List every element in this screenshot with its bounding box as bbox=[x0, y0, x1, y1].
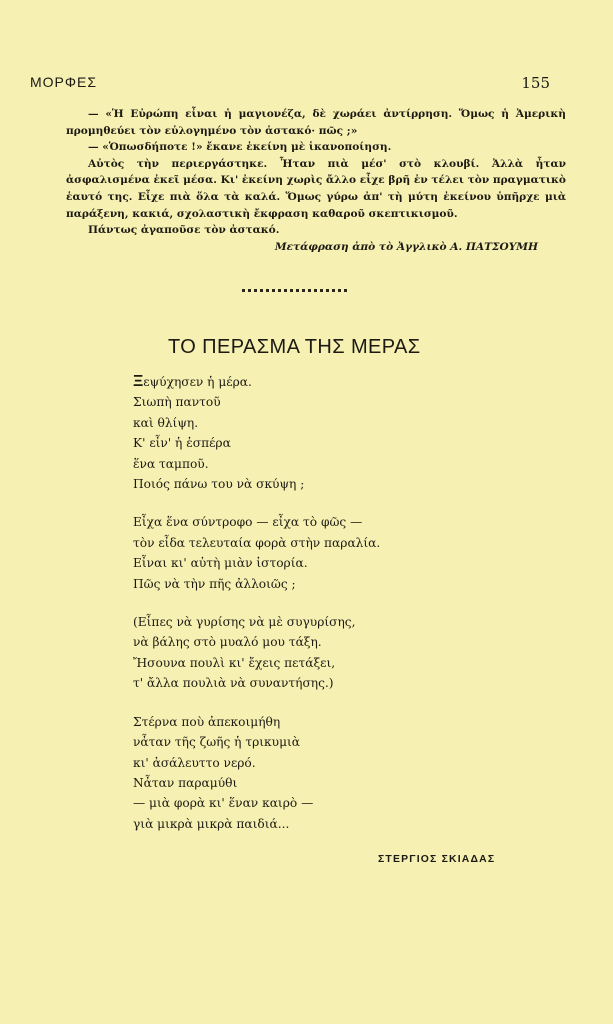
poem-author: ΣΤΕΡΓΙΟΣ ΣΚΙΑΔΑΣ bbox=[378, 854, 496, 865]
poem-line: Νἆταν παραμύθι bbox=[133, 775, 238, 790]
poem-line: Εἶναι κι' αὐτὴ μιὰν ἱστορία. bbox=[133, 556, 308, 571]
poem-line: Ξεψύχησεν ἡ μέρα. bbox=[133, 373, 252, 390]
poem-line: τ' ἄλλα πουλιὰ νὰ συναντήσης.) bbox=[133, 676, 334, 691]
poem-line: κι' ἀσάλευττο νερό. bbox=[133, 755, 256, 770]
running-head bbox=[30, 74, 550, 94]
prose-paragraph: Πάντως ἀγαποῦσε τὸν ἀστακό. bbox=[88, 224, 280, 237]
stanza bbox=[133, 612, 563, 694]
poem-line: — μιὰ φορὰ κι' ἕναν καιρὸ — bbox=[133, 796, 314, 811]
poem-line: Εἶχα ἕνα σύντροφο — εἶχα τὸ φῶς — bbox=[133, 515, 363, 530]
section-separator bbox=[242, 289, 347, 298]
poem-line: Πῶς νὰ τὴν πῆς ἀλλοιῶς ; bbox=[133, 576, 296, 591]
poem-line: Κ' εἶν' ἡ ἑσπέρα bbox=[133, 436, 231, 451]
poem-line: Ἤσουνα πουλὶ κι' ἔχεις πετάξει, bbox=[133, 655, 336, 670]
poem-line: νἆταν τῆς ζωῆς ἡ τρικυμιὰ bbox=[133, 735, 301, 750]
poem-line: Ποιός πάνω του νὰ σκύψη ; bbox=[133, 477, 305, 492]
prose-paragraph: — «Ὁπωσδήποτε !» ἔκανε ἐκείνη μὲ ἱκανοποίηση. bbox=[88, 141, 392, 154]
journal-title: ΜΟΡΦΕΣ bbox=[30, 74, 98, 90]
poem-body bbox=[133, 372, 563, 852]
prose-paragraph: — «Ἡ Εὐρώπη εἶναι ἡ μαγιονέζα, δὲ χωράει ἀντίρρηση. Ὅμως ἡ Ἀμερικὴ προμηθεύει τὸν εὐλογημένο τὸν ἀστακό· πῶς ;» bbox=[66, 108, 566, 137]
poem-line: νὰ βάλης στὸ μυαλό μου τάξη. bbox=[133, 635, 322, 650]
poem-line: τὸν εἶδα τελευταία φορὰ στὴν παραλία. bbox=[133, 535, 381, 550]
poem-title: ΤΟ ΠΕΡΑΣΜΑ ΤΗΣ ΜΕΡΑΣ bbox=[168, 336, 421, 358]
poem-line: Στέρνα ποὺ ἀπεκοιμήθη bbox=[133, 714, 281, 729]
prose-paragraph: Αὐτὸς τὴν περιεργάστηκε. Ἦταν πιὰ μέσ' στὸ κλουβί. Ἀλλὰ ἦταν ἀσφαλισμένα ἐκεῖ μέσα. Κι' ἐκείνη χωρὶς ἄλλο εἶχε βρῆ ἐν τέλει τὸν πραγματικὸ ἑαυτό της. Εἶχε πιὰ ὅλα τὰ καλά. Ὅμως γύρω ἀπ' τὴ μύτη ἐκείνου ὑπῆρχε μιὰ παράξενη, κακιά, σχολαστικὴ ἔκφραση καθαροῦ σκεπτικισμοῦ. bbox=[66, 157, 566, 220]
stanza bbox=[133, 712, 563, 834]
poem-line: καὶ θλίψη. bbox=[133, 415, 199, 430]
stanza bbox=[133, 512, 563, 594]
page-number: 155 bbox=[521, 74, 550, 92]
poem-line: Σιωπὴ παντοῦ bbox=[133, 395, 221, 410]
translation-credit: Μετάφραση ἀπὸ τὸ Ἀγγλικὸ Α. ΠΑΤΣΟΥΜΗ bbox=[274, 240, 538, 253]
stanza bbox=[133, 372, 563, 494]
poem-line: (Εἶπες νὰ γυρίσης νὰ μὲ συγυρίσης, bbox=[133, 615, 356, 630]
poem-line: γιὰ μικρὰ μικρὰ παιδιά... bbox=[133, 816, 290, 831]
poem-line: ἕνα ταμποῦ. bbox=[133, 456, 209, 471]
drop-cap: Ξ bbox=[133, 373, 144, 390]
prose-excerpt bbox=[66, 106, 566, 255]
